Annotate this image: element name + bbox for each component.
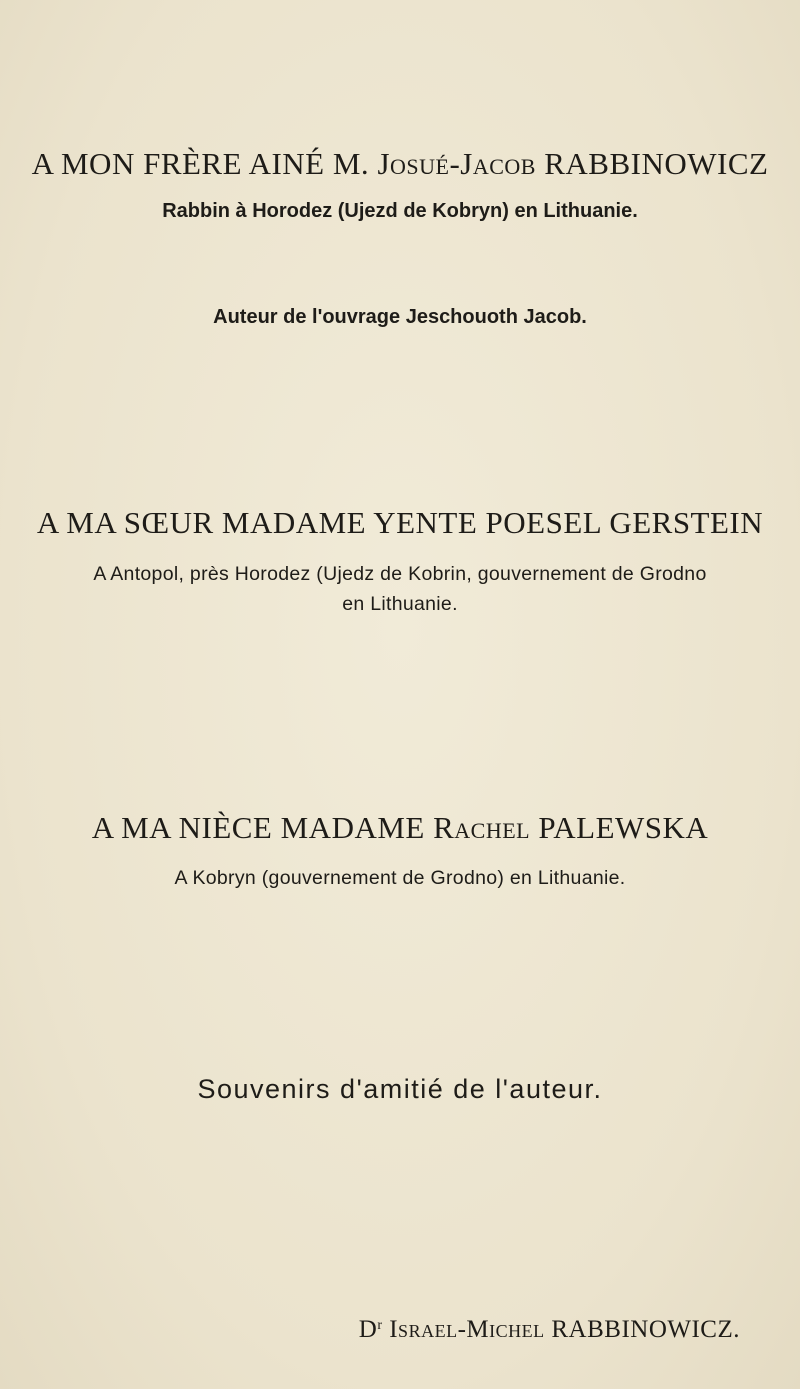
dedication-1-heading-surname: RABBINOWICZ	[535, 146, 769, 181]
dedication-3-heading-name: Rachel	[433, 810, 531, 845]
signature-first-names: Israel-Michel	[382, 1316, 545, 1343]
dedication-2-line-2: en Lithuanie.	[342, 593, 458, 615]
signature	[0, 1316, 740, 1344]
dedication-3-heading-surname: PALEWSKA	[530, 810, 709, 845]
dedication-3-line-1: A Kobryn (gouvernement de Grodno) en Lithuanie.	[174, 867, 626, 889]
dedication-3-heading	[0, 810, 800, 846]
signature-title-sup: r	[377, 1318, 383, 1333]
closing-text: Souvenirs d'amitié de l'auteur.	[197, 1074, 603, 1104]
signature-title: D	[358, 1316, 378, 1343]
dedication-1-heading	[0, 146, 800, 182]
dedication-1-heading-prefix: A MON FRÈRE AINÉ M.	[31, 146, 378, 181]
dedication-3-heading-prefix: A MA NIÈCE MADAME	[91, 810, 434, 845]
dedication-1-line-2: Auteur de l'ouvrage Jeschouoth Jacob.	[213, 306, 587, 328]
dedication-2-heading: A MA SŒUR MADAME YENTE POESEL GERSTEIN	[36, 505, 764, 540]
signature-surname: RABBINOWICZ.	[544, 1316, 740, 1343]
dedication-1-line-1: Rabbin à Horodez (Ujezd de Kobryn) en Lithuanie.	[162, 200, 638, 222]
dedication-2-line-1: A Antopol, près Horodez (Ujedz de Kobrin, gouvernement de Grodno	[93, 563, 707, 585]
dedication-1-heading-name: Josué-Jacob	[377, 146, 536, 181]
